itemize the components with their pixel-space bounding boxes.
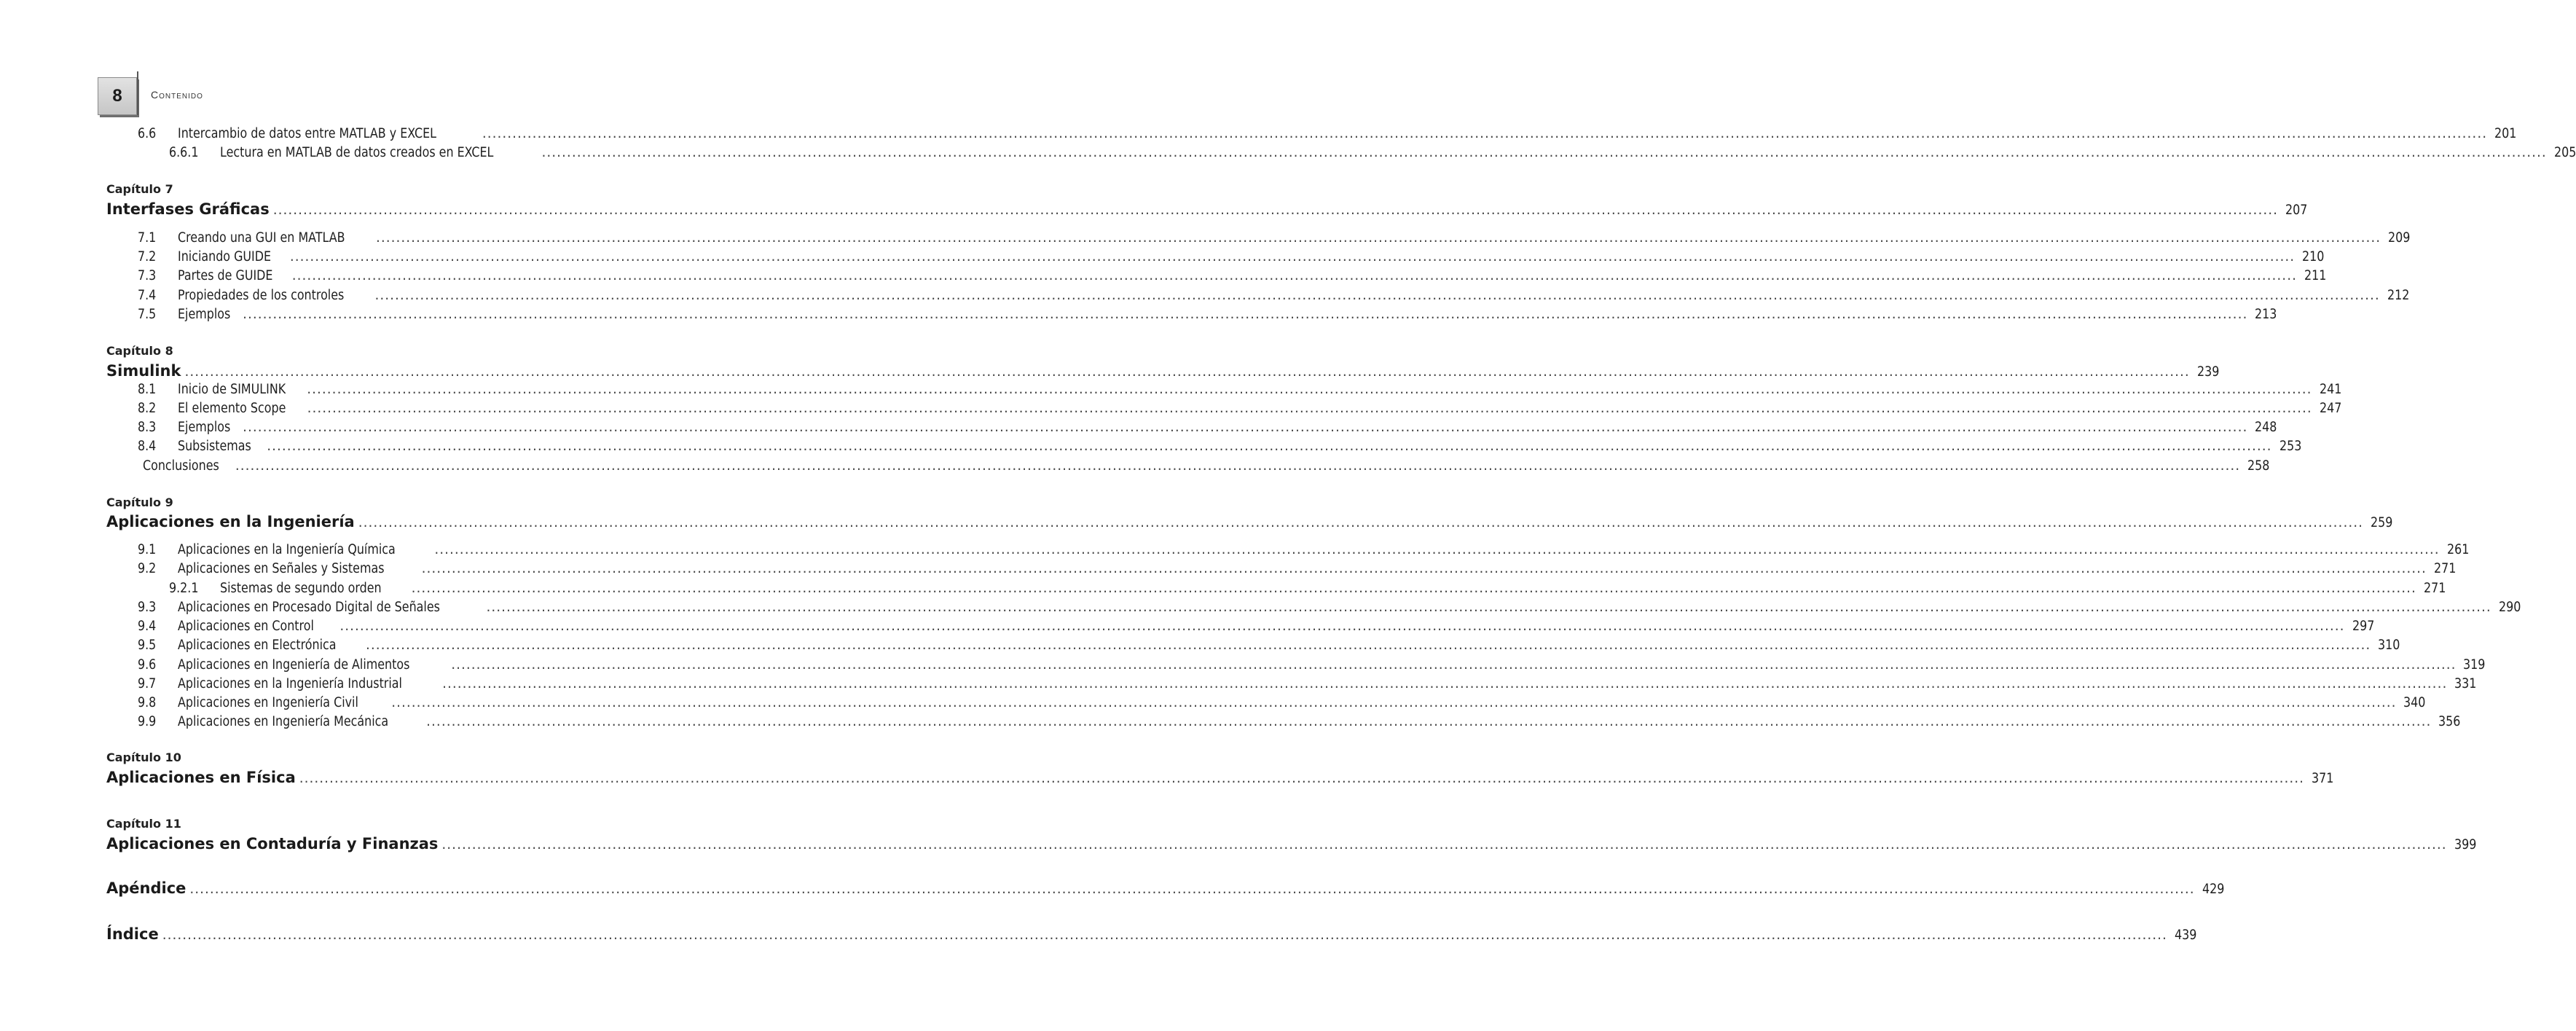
entry-number: 7.3 [138,268,157,283]
entry-title: Aplicaciones en Electrónica [178,638,337,653]
entry-page-number: 211 [2304,268,2327,283]
dot-leader: ................................................................................................................................................................................................................................................................................................................................................................................................................ [267,439,2272,454]
entry-title: El elemento Scope [178,401,286,416]
toc-entry[interactable] [106,267,2327,285]
entry-page-number: 297 [2352,619,2374,634]
entry-number: 9.1 [138,542,157,557]
entry-title: Creando una GUI en MATLAB [178,230,345,246]
entry-page-number: 340 [2403,695,2426,710]
running-header: Contenido [151,89,203,101]
entry-page-number: 247 [2319,401,2342,416]
chapter-title: Aplicaciones en Física [106,769,296,786]
entry-number: 9.7 [138,676,157,691]
entry-title: Aplicaciones en la Ingeniería Industrial [178,676,402,691]
toc-entry[interactable] [106,560,2457,578]
chapter-entry[interactable] [106,769,2334,788]
entry-number: 9.4 [138,619,157,634]
entry-number: 9.6 [138,657,157,673]
toc-entry[interactable] [106,400,2342,418]
entry-title: Aplicaciones en Procesado Digital de Señales [178,600,440,615]
dot-leader: ................................................................................................................................................................................................................................................................................................................................................................................................................ [434,542,2440,557]
chapter-entry[interactable] [106,879,2224,898]
dot-leader: ................................................................................................................................................................................................................................................................................................................................................................................................................ [365,638,2371,653]
entry-title: Conclusiones [143,458,219,474]
toc-entry[interactable] [106,580,2446,597]
header-divider [137,71,138,115]
entry-page-number: 201 [2494,126,2517,141]
entry-title: Aplicaciones en Ingeniería Civil [178,695,358,710]
entry-title: Subsistemas [178,439,251,454]
entry-page-number: 253 [2279,439,2301,454]
entry-number: 7.4 [138,288,157,303]
chapter-label: Capítulo 9 [106,495,173,509]
chapter-entry[interactable] [106,835,2476,854]
page-number-box [98,77,137,115]
entry-number: 8.3 [138,420,157,435]
entry-title: Partes de GUIDE [178,268,273,283]
dot-leader: ................................................................................................................................................................................................................................................................................................................................................................................................................ [307,401,2312,416]
entry-number: 7.2 [138,249,157,264]
entry-title: Ejemplos [178,307,231,322]
entry-title: Aplicaciones en Ingeniería de Alimentos [178,657,410,673]
dot-leader: ................................................................................................................................................................................................................................................................................................................................................................................................................ [272,203,2278,218]
entry-title: Ejemplos [178,420,231,435]
dot-leader: ................................................................................................................................................................................................................................................................................................................................................................................................................ [375,230,2381,246]
dot-leader: ................................................................................................................................................................................................................................................................................................................................................................................................................ [291,268,2297,283]
entry-page-number: 210 [2302,249,2325,264]
entry-title: Propiedades de los controles [178,288,345,303]
entry-title: Aplicaciones en la Ingeniería Química [178,542,396,557]
entry-title: Aplicaciones en Ingeniería Mecánica [178,714,389,729]
toc-entry[interactable] [106,144,2576,162]
dot-leader: ................................................................................................................................................................................................................................................................................................................................................................................................................ [289,249,2296,264]
entry-page-number: 356 [2438,714,2461,729]
entry-page-number: 429 [2202,882,2224,897]
entry-page-number: 248 [2255,420,2277,435]
toc-entry[interactable] [106,675,2477,693]
entry-title: Inicio de SIMULINK [178,382,286,397]
entry-page-number: 271 [2433,561,2457,576]
chapter-label: Capítulo 10 [106,750,181,764]
chapter-entry[interactable] [106,362,2220,381]
toc-entry[interactable] [106,637,2400,654]
chapter-title: Interfases Gráficas [106,200,270,218]
entry-number: 9.9 [138,714,157,729]
entry-page-number: 331 [2454,676,2477,691]
entry-number: 7.1 [138,230,157,246]
dot-leader: ................................................................................................................................................................................................................................................................................................................................................................................................................ [421,561,2427,576]
chapter-title: Aplicaciones en Contaduría y Finanzas [106,835,439,852]
entry-number: 7.5 [138,307,157,322]
dot-leader: ................................................................................................................................................................................................................................................................................................................................................................................................................ [451,657,2457,673]
entry-page-number: 371 [2311,771,2334,786]
entry-page-number: 439 [2174,928,2197,943]
entry-number: 9.2.1 [169,581,199,596]
entry-number: 6.6.1 [169,145,199,160]
toc-entry[interactable] [106,541,2469,559]
toc-entry[interactable] [106,381,2341,399]
toc-entry[interactable] [106,599,2521,616]
dot-leader: ................................................................................................................................................................................................................................................................................................................................................................................................................ [243,420,2248,435]
entry-page-number: 239 [2196,364,2220,380]
dot-leader: ................................................................................................................................................................................................................................................................................................................................................................................................................ [411,581,2416,596]
toc-entry[interactable] [106,230,2411,247]
entry-number: 8.4 [138,439,157,454]
entry-page-number: 205 [2553,145,2576,160]
dot-leader: ................................................................................................................................................................................................................................................................................................................................................................................................................ [243,307,2248,322]
dot-leader: ................................................................................................................................................................................................................................................................................................................................................................................................................ [162,928,2167,943]
dot-leader: ................................................................................................................................................................................................................................................................................................................................................................................................................ [189,882,2195,897]
entry-page-number: 271 [2423,581,2446,596]
entry-page-number: 259 [2370,515,2393,530]
page-number: 8 [112,86,122,106]
entry-page-number: 213 [2255,307,2277,322]
dot-leader: ................................................................................................................................................................................................................................................................................................................................................................................................................ [299,771,2304,786]
toc-entry[interactable] [106,248,2325,266]
chapter-entry[interactable] [106,513,2393,532]
toc-entry[interactable] [106,438,2301,455]
toc-entry[interactable] [106,458,2270,475]
dot-leader: ................................................................................................................................................................................................................................................................................................................................................................................................................ [541,145,2547,160]
toc-entry[interactable] [106,656,2486,674]
dot-leader: ................................................................................................................................................................................................................................................................................................................................................................................................................ [486,600,2491,615]
entry-title: Aplicaciones en Control [178,619,314,634]
entry-page-number: 212 [2387,288,2410,303]
dot-leader: ................................................................................................................................................................................................................................................................................................................................................................................................................ [339,619,2345,634]
toc-entry[interactable] [106,287,2410,305]
entry-number: 9.3 [138,600,157,615]
chapter-entry[interactable] [106,925,2197,944]
toc-entry[interactable] [106,694,2426,712]
chapter-entry[interactable] [106,200,2308,219]
entry-title: Intercambio de datos entre MATLAB y EXCEL [178,126,437,141]
dot-leader: ................................................................................................................................................................................................................................................................................................................................................................................................................ [482,126,2488,141]
toc-entry[interactable] [106,306,2277,324]
entry-page-number: 310 [2378,638,2400,653]
chapter-label: Capítulo 11 [106,817,181,831]
chapter-title: Apéndice [106,879,186,897]
entry-title: Sistemas de segundo orden [220,581,382,596]
chapter-label: Capítulo 8 [106,344,173,358]
entry-number: 9.5 [138,638,157,653]
toc-entry[interactable] [106,419,2277,436]
dot-leader: ................................................................................................................................................................................................................................................................................................................................................................................................................ [358,515,2363,530]
toc-entry[interactable] [106,125,2517,143]
chapter-title: Índice [106,925,159,943]
dot-leader: ................................................................................................................................................................................................................................................................................................................................................................................................................ [426,714,2432,729]
entry-title: Iniciando GUIDE [178,249,272,264]
chapter-label: Capítulo 7 [106,182,173,196]
entry-number: 6.6 [138,126,157,141]
entry-page-number: 319 [2463,657,2486,673]
entry-title: Aplicaciones en Señales y Sistemas [178,561,385,576]
entry-number: 8.1 [138,382,157,397]
entry-page-number: 258 [2247,458,2270,474]
chapter-title: Simulink [106,362,181,380]
dot-leader: ................................................................................................................................................................................................................................................................................................................................................................................................................ [307,382,2312,397]
entry-number: 9.8 [138,695,157,710]
entry-number: 9.2 [138,561,157,576]
toc-entry[interactable] [106,713,2461,731]
chapter-title: Aplicaciones en la Ingeniería [106,513,355,530]
entry-page-number: 209 [2388,230,2411,246]
dot-leader: ................................................................................................................................................................................................................................................................................................................................................................................................................ [442,676,2448,691]
entry-page-number: 399 [2454,837,2476,852]
entry-page-number: 261 [2446,542,2469,557]
dot-leader: ................................................................................................................................................................................................................................................................................................................................................................................................................ [391,695,2397,710]
dot-leader: ................................................................................................................................................................................................................................................................................................................................................................................................................ [441,837,2447,852]
entry-number: 8.2 [138,401,157,416]
dot-leader: ................................................................................................................................................................................................................................................................................................................................................................................................................ [184,364,2190,380]
entry-page-number: 290 [2498,600,2521,615]
entry-page-number: 241 [2319,382,2341,397]
dot-leader: ................................................................................................................................................................................................................................................................................................................................................................................................................ [374,288,2380,303]
toc-entry[interactable] [106,618,2374,635]
entry-page-number: 207 [2285,203,2308,218]
dot-leader: ................................................................................................................................................................................................................................................................................................................................................................................................................ [235,458,2241,474]
entry-title: Lectura en MATLAB de datos creados en EXCEL [220,145,494,160]
